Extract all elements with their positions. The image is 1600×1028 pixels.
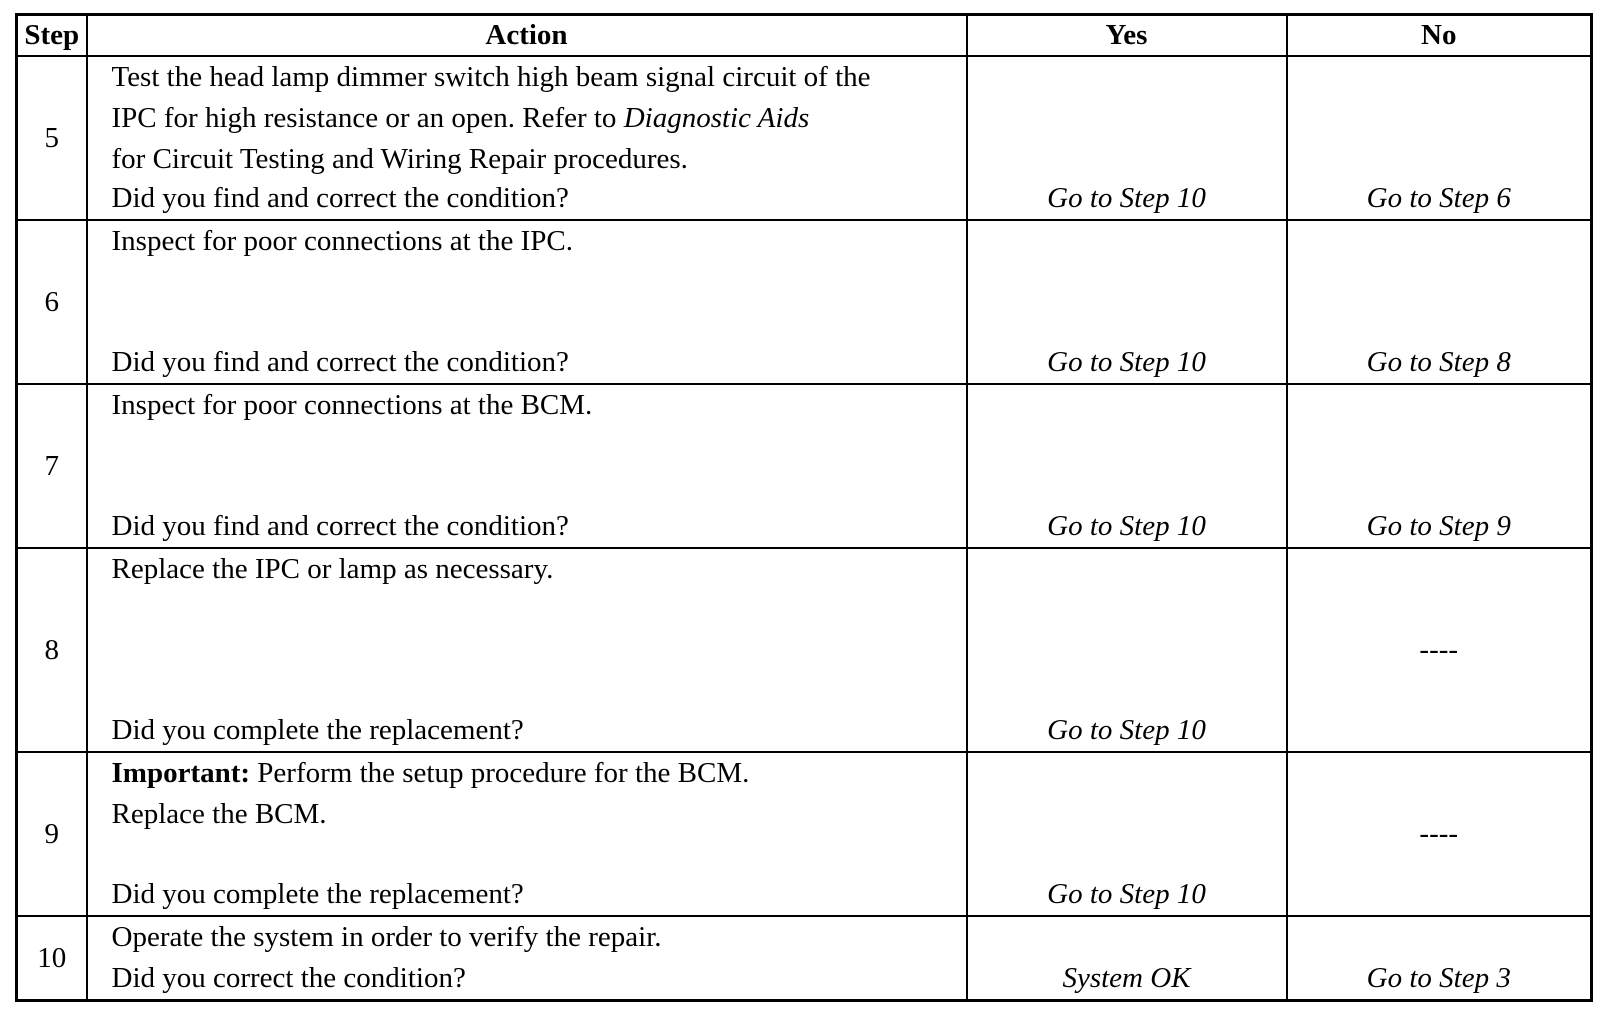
yes-cell: [967, 752, 1287, 916]
action-question: Did you find and correct the condition?: [111, 510, 569, 542]
header-action: Action: [87, 15, 967, 57]
action-question: Did you complete the replacement?: [111, 878, 524, 910]
yes-goto: Go to Step 10: [1047, 878, 1206, 910]
header-no: No: [1287, 15, 1592, 57]
no-dash: ----: [1419, 633, 1459, 666]
header-row: [17, 15, 1592, 57]
no-cell: [1287, 916, 1592, 1001]
yes-goto: Go to Step 10: [1047, 714, 1206, 746]
yes-cell: [967, 220, 1287, 384]
step-number: 8: [17, 548, 87, 752]
table-row: [17, 548, 1592, 752]
action-text: Inspect for poor connections at the IPC.: [111, 225, 573, 257]
no-goto: Go to Step 8: [1366, 346, 1511, 378]
action-cell: [87, 916, 967, 1001]
action-text: [112, 98, 966, 139]
table-row: [17, 752, 1592, 916]
important-label: Important:: [111, 757, 251, 789]
yes-cell: [967, 56, 1287, 220]
step-number: 9: [17, 752, 87, 916]
action-text: Test the head lamp dimmer switch high beam signal circuit of the: [111, 61, 871, 93]
yes-cell: [967, 384, 1287, 548]
action-cell: [87, 56, 967, 220]
no-goto: Go to Step 9: [1366, 510, 1511, 542]
no-cell: [1287, 56, 1592, 220]
no-cell: [1287, 384, 1592, 548]
action-text: [112, 753, 966, 794]
action-text: Operate the system in order to verify the repair.: [111, 921, 662, 953]
no-goto: Go to Step 6: [1366, 182, 1511, 214]
diagnostic-aids-reference-cont: for Circuit Testing and Wiring Repair procedures.: [111, 143, 688, 175]
yes-goto: Go to Step 10: [1047, 510, 1206, 542]
header-step: Step: [17, 15, 87, 57]
table-row: [17, 916, 1592, 1001]
table-row: [17, 384, 1592, 548]
action-cell: [87, 548, 967, 752]
table-row: [17, 56, 1592, 220]
no-goto: Go to Step 3: [1366, 962, 1511, 994]
step-number: 6: [17, 220, 87, 384]
step-number: 5: [17, 56, 87, 220]
yes-goto: Go to Step 10: [1047, 182, 1206, 214]
table-row: [17, 220, 1592, 384]
action-cell: [87, 220, 967, 384]
action-text: Replace the BCM.: [111, 798, 327, 830]
action-text-part: IPC for high resistance or an open. Refer to: [111, 102, 624, 134]
yes-goto: System OK: [1062, 962, 1191, 994]
diagnostic-aids-reference: Diagnostic Aids: [623, 102, 810, 134]
action-question: Did you complete the replacement?: [111, 714, 524, 746]
action-text: Inspect for poor connections at the BCM.: [111, 389, 593, 421]
no-dash: ----: [1419, 817, 1459, 850]
important-note: Perform the setup procedure for the BCM.: [250, 757, 750, 789]
header-yes: Yes: [967, 15, 1287, 57]
step-number: 10: [17, 916, 87, 1001]
yes-goto: Go to Step 10: [1047, 346, 1206, 378]
diagnostic-table: [15, 13, 1593, 1002]
action-question: Did you find and correct the condition?: [111, 346, 569, 378]
action-text: Replace the IPC or lamp as necessary.: [111, 553, 554, 585]
step-number: 7: [17, 384, 87, 548]
no-cell: [1287, 752, 1592, 916]
no-cell: [1287, 220, 1592, 384]
action-question: Did you find and correct the condition?: [111, 182, 569, 214]
action-question: Did you correct the condition?: [111, 962, 466, 994]
yes-cell: [967, 548, 1287, 752]
yes-cell: [967, 916, 1287, 1001]
action-cell: [87, 384, 967, 548]
action-cell: [87, 752, 967, 916]
no-cell: [1287, 548, 1592, 752]
